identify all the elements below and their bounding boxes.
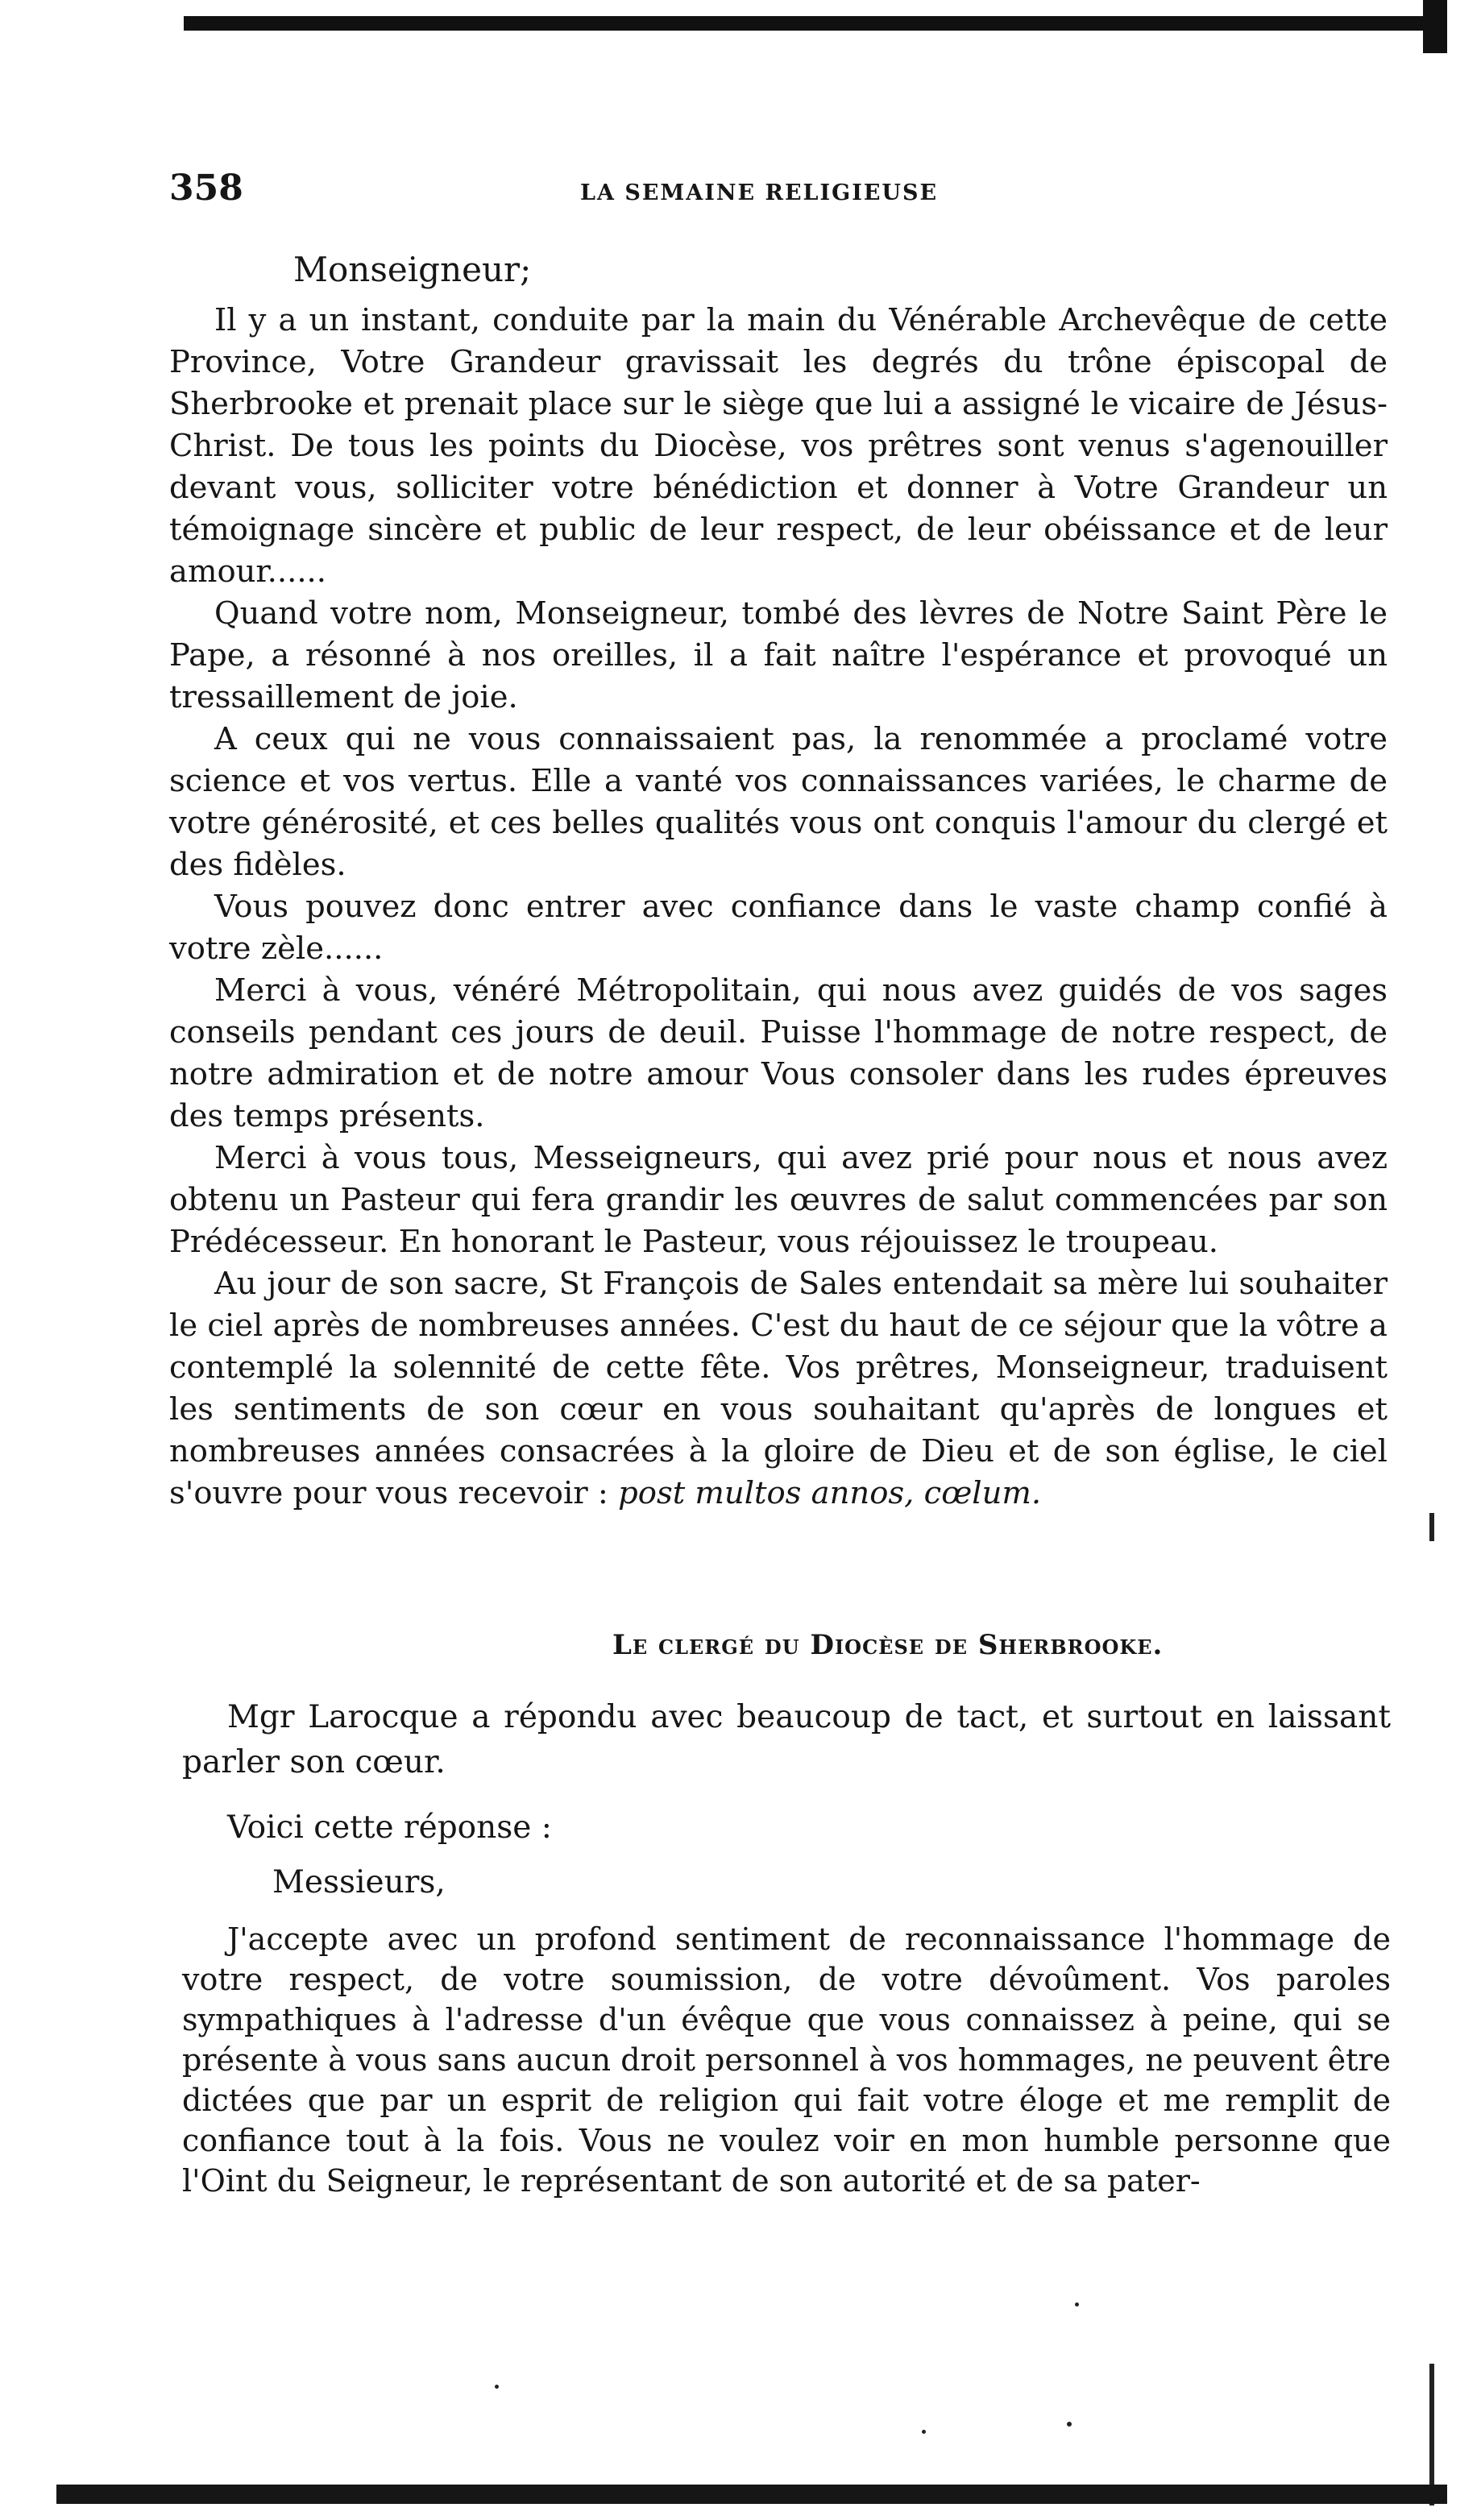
address-salutation: Monseigneur;	[293, 250, 532, 289]
bottom-rule	[56, 2485, 1447, 2504]
address-paragraph: Merci à vous, vénéré Métropolitain, qui nous avez guidés de vos sages conseils pendant ces jours de deuil. Puisse l'hommage de notre respect, de notre admiration et de notre amour Vous consoler dans les rudes épreuves des temps présents.	[169, 972, 1388, 1134]
address-paragraph	[169, 1263, 1388, 1515]
address-paragraph: A ceux qui ne vous connaissaient pas, la renommée a proclamé votre science et vos vertus. Elle a vanté vos connaissances variées, le charme de votre générosité, et ces belles qualités vous ont conquis l'amour du clergé et des fidèles.	[169, 721, 1388, 883]
reply-body	[182, 1919, 1391, 2201]
reply-intro: Voici cette réponse :	[227, 1809, 552, 1846]
address-paragraph: Quand votre nom, Monseigneur, tombé des lèvres de Notre Saint Père le Pape, a résonné à nos oreilles, il a fait naître l'espérance et provoqué un tressaillement de joie.	[169, 595, 1388, 715]
page-edge	[1429, 1088, 1434, 2505]
address-paragraph: Vous pouvez donc entrer avec confiance dans le vaste champ confié à votre zèle......	[169, 889, 1388, 967]
reply-paragraph: J'accepte avec un profond sentiment de reconnaissance l'hommage de votre respect, de votre soumission, de votre dévoûment. Vos paroles sympathiques à l'adresse d'un évêque que vous connaissez à peine, qui se présente à vous sans aucun droit personnel à vos hommages, ne peuvent être dictées que par un esprit de religion qui fait votre éloge et me remplit de confiance tout à la fois. Vous ne voulez voir en mon humble personne que l'Oint du Seigneur, le représentant de son autorité et de sa pater-	[182, 1921, 1391, 2199]
narrative-line: Mgr Larocque a répondu avec beaucoup de tact, et surtout en laissant parler son cœur.	[182, 1699, 1391, 1780]
scan-speck	[1075, 2302, 1079, 2307]
running-head	[169, 168, 1394, 216]
page-number: 358	[169, 168, 243, 209]
reply-salutation: Messieurs,	[272, 1864, 446, 1900]
address-body	[169, 300, 1388, 1515]
address-paragraph: Il y a un instant, conduite par la main du Vénérable Archevêque de cette Province, Votre Grandeur gravissait les degrés du trône épiscopal de Sherbrooke et prenait place sur le siège que lui a assigné le vicaire de Jésus-Christ. De tous les points du Diocèse, vos prêtres sont venus s'agenouiller devant vous, solliciter votre bénédiction et donner à Votre Grandeur un témoignage sincère et public de leur respect, de leur obéissance et de leur amour......	[169, 302, 1388, 590]
running-title: LA SEMAINE RELIGIEUSE	[580, 180, 939, 205]
scan-speck	[922, 2430, 926, 2434]
address-paragraph: Merci à vous tous, Messeigneurs, qui avez prié pour nous et nous avez obtenu un Pasteur qui fera grandir les œuvres de salut commencées par son Prédécesseur. En honorant le Pasteur, vous réjouissez le troupeau.	[169, 1140, 1388, 1260]
address-closing-text: Au jour de son sacre, St François de Sales entendait sa mère lui souhaiter le ciel après de nombreuses années. C'est du haut de ce séjour que la vôtre a contemplé la solennité de cette fête. Vos prêtres, Monseigneur, traduisent les sentiments de son cœur en vous souhaitant qu'après de longues et nombreuses années consacrées à la gloire de Dieu et de son église, le ciel s'ouvre pour vous recevoir :	[169, 1266, 1388, 1511]
scan-speck	[1067, 2422, 1072, 2427]
scan-speck	[495, 2385, 499, 2389]
narrative-block	[182, 1695, 1391, 1785]
address-signature: Le clergé du Diocèse de Sherbrooke.	[612, 1629, 1164, 1661]
top-rule	[184, 0, 1447, 35]
latin-closing: post multos annos, cœlum.	[618, 1475, 1042, 1511]
